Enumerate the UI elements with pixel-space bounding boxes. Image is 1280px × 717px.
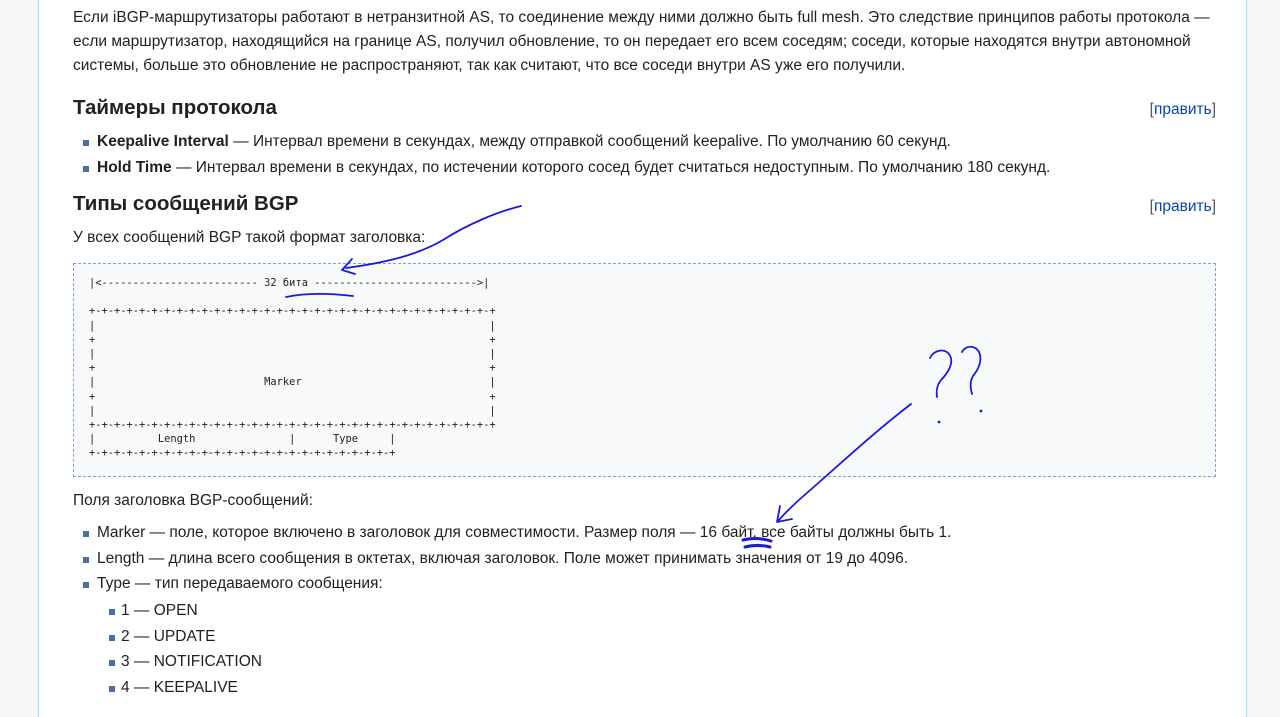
section-title-timers: Таймеры протокола bbox=[73, 96, 277, 119]
list-item: 3 — NOTIFICATION bbox=[73, 649, 262, 675]
header-format-diagram bbox=[73, 263, 1216, 477]
list-item: 1 — OPEN bbox=[73, 598, 262, 624]
section-title-types: Типы сообщений BGP bbox=[73, 192, 299, 215]
fields-intro: Поля заголовка BGP-сообщений: bbox=[73, 492, 313, 509]
list-item bbox=[73, 129, 1050, 155]
section-heading-types bbox=[73, 190, 1216, 218]
edit-link-timers[interactable]: править bbox=[1153, 101, 1212, 118]
timer-desc: — Интервал времени в секундах, между отправкой сообщений keepalive. По умолчанию 60 секунд. bbox=[228, 133, 951, 150]
diagram-text: |<------------------------- 32 бита -------------------------->| +-+-+-+-+-+-+-+-+-+-+-+-+-+-+-+-+-+-+-+-+-+-+-+-+-+-+-+-+-+-+-+-+ | | + + | | + + | Marker | + + | | +-+-+-+-+-+-+-+-+-+-+-+-+-+-+-+-+-+-+-+-+-+-+-+-+-+-+-+-+-+-+-+-+ | Length | Type | +-+-+-+-+-+-+-+-+-+-+-+-+-+-+-+-+-+-+-+-+-+-+-+-+ bbox=[89, 277, 496, 460]
list-item: Type — тип передаваемого сообщения: bbox=[73, 571, 951, 597]
list-item bbox=[73, 155, 1050, 181]
fields-list bbox=[73, 520, 951, 597]
timers-list bbox=[73, 129, 1050, 180]
header-format-intro: У всех сообщений BGP такой формат заголовка: bbox=[73, 229, 426, 246]
edit-section-types: [править] bbox=[1149, 198, 1216, 215]
list-item: 4 — KEEPALIVE bbox=[73, 675, 262, 701]
edit-link-types[interactable]: править bbox=[1153, 198, 1212, 215]
timer-desc: — Интервал времени в секундах, по истечении которого сосед будет считаться недоступным. По умолчанию 180 секунд. bbox=[171, 158, 1051, 176]
edit-section-timers: [править] bbox=[1149, 101, 1216, 118]
type-values-list bbox=[73, 598, 262, 701]
list-item: Length — длина всего сообщения в октетах, включая заголовок. Поле может принимать значения от 19 до 4096. bbox=[73, 546, 951, 572]
timer-term: Keepalive Interval bbox=[97, 133, 229, 150]
intro-paragraph: Если iBGP-маршрутизаторы работают в нетранзитной AS, то соединение между ними должно быть full mesh. Это следствие принципов работы протокола — если маршрутизатор, находящийся на границе AS, получил обновление, то он передает его всем соседям; соседи, которые находятся внутри автономной системы, больше это обновление не распространяют, так как считают, что все соседи внутри AS уже его получили. bbox=[73, 9, 1210, 74]
article-content bbox=[39, 0, 1246, 717]
list-item: Marker — поле, которое включено в заголовок для совместимости. Размер поля — 16 байт, все байты должны быть 1. bbox=[73, 520, 951, 546]
page-border-right bbox=[1246, 0, 1247, 717]
list-item: 2 — UPDATE bbox=[73, 624, 262, 650]
section-heading-timers bbox=[73, 94, 1216, 122]
timer-term: Hold Time bbox=[97, 158, 172, 176]
